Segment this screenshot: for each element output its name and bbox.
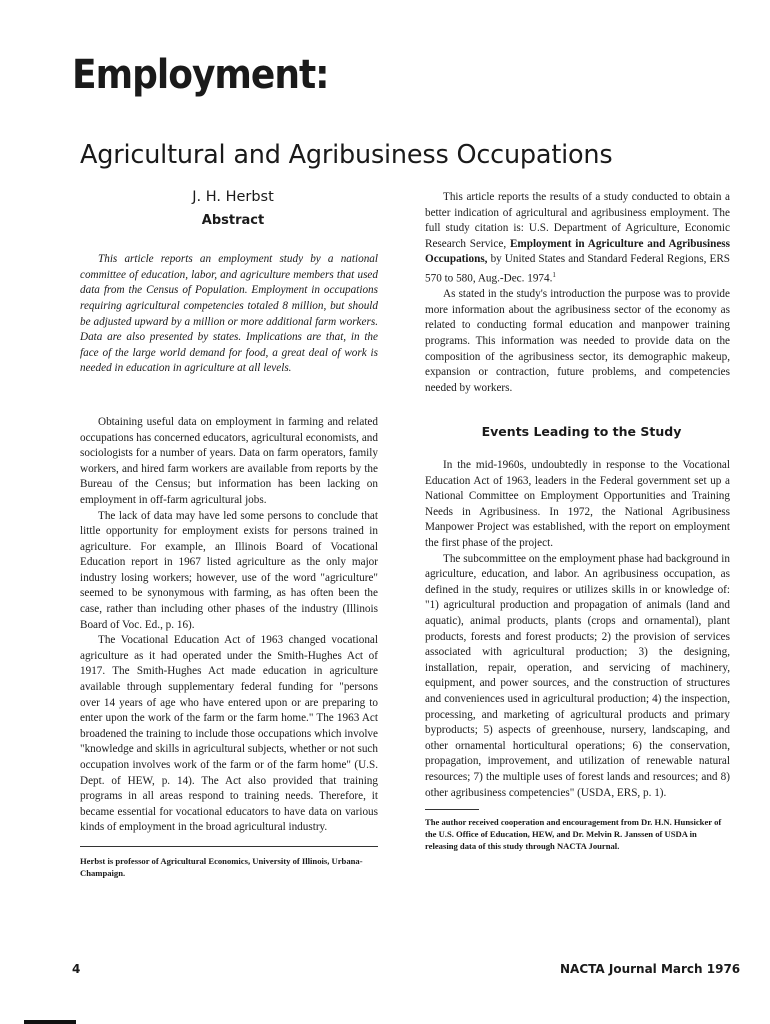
- bottom-edge-mark: [24, 1020, 76, 1024]
- study-title: Employment in Agriculture and Agribusiness Occupations,: [425, 237, 731, 266]
- page-number: 4: [72, 962, 81, 976]
- body-paragraph-history: In the mid-1960s, undoubtedly in response to the Vocational Education Act of 1963, leaders in the Federal government set up a National Committee on Employment Opportunities and Training Needs in Agribusiness. In 1972, the National Agribusiness Manpower Project was established, with the report on employment the first phase of the project.: [425, 459, 730, 550]
- author-footnote: Herbst is professor of Agricultural Economics, University of Illinois, Urbana-Champaign.: [80, 855, 363, 878]
- section-heading: Events Leading to the Study: [481, 424, 682, 440]
- author-name: J. H. Herbst: [192, 189, 274, 205]
- intro-paragraph: [425, 190, 730, 287]
- body-paragraph-3: The Vocational Education Act of 1963 changed vocational agriculture as it had operated under the Smith-Hughes Act of 1917. The Smith-Hughes Act made education in agriculture available through supplementary federal funding for "persons over 14 years of age who have entered upon or are preparing to enter upon the work of the farm or the farm home." The 1963 Act broadened the training to include those occupations which involve "knowledge and skills in agricultural subjects, whether or not such occupation involves work of the farm or of the farm home" (U.S. Dept. of HEW, p. 14). The Act also provided that training programs in all areas respond to training needs. Therefore, it became essential for vocational educators to have data on various kinds of employment in the broad agricultural industry.: [80, 634, 378, 834]
- footnote-divider-right: [425, 809, 479, 810]
- left-column: [80, 190, 378, 879]
- acknowledgement-footnote: The author received cooperation and encouragement from Dr. H.N. Hunsicker of the U.S. Office of Education, HEW, and Dr. Melvin R. Janssen of USDA in releasing data of this study through NACTA Journal.: [425, 817, 722, 852]
- right-column: [425, 190, 730, 852]
- article-title: Agricultural and Agribusiness Occupations: [80, 140, 613, 170]
- footnote-divider: [80, 846, 378, 847]
- journal-footer: NACTA Journal March 1976: [560, 962, 741, 976]
- abstract-text: This article reports an employment study by a national committee of education, labor, and agriculture members that used data from the Census of Population. Employment in occupations requiring agricultural competencies totaled 8 million, but should be adjusted upward by a million or more additional farm workers. Data are also presented by states. Implications are that, in the face of the large world demand for food, a great deal of work is needed in education in agriculture at all levels.: [80, 253, 378, 375]
- body-paragraph-purpose: As stated in the study's introduction the purpose was to provide more information about the agribusiness sector of the economy as related to conducting formal education and manpower training programs. This information was needed to provide data on the composition of the agribusiness sector, its demographic makeup, expansion or contraction, future problems, and competencies needed by workers.: [425, 288, 730, 394]
- body-paragraph-1: Obtaining useful data on employment in farming and related occupations has concerned educators, agricultural economists, and sociologists for a number of years. Data on farm operators, family workers, and hired farm workers are available from reports by the Bureau of the Census; but information has been lacking on employment in off-farm agricultural jobs.: [80, 415, 378, 506]
- abstract-title: Abstract: [201, 212, 265, 228]
- body-paragraph-definition: The subcommittee on the employment phase had background in agriculture, education, and labor. An agribusiness occupation, as defined in the study, requires or utilizes skills in or knowledge of: "1) agricultural production and propagation of animals (land and aquatic), animal products, plants (crops and ornamental), plant products, forests and forest products; 2) the provision of services associated with agricultural production; 3) the designing, installation, repair, operation, and servicing of machinery, equipment, and power sources, and the construction of structures and conveniences used in agricultural production; 4) the inspection, processing, and marketing of agricultural products and primary byproducts; 5) aspects of greenhouse, nursery, landscaping, and other ornamental horticultural operations; 6) the conservation, propagation, improvement, and utilization of renewable natural resources; 7) the multiple uses of forest lands and resources; and 8) other agribusiness competencies" (USDA, ERS, p. 1).: [425, 552, 730, 799]
- intro-text-start: This article reports the results of a study conducted to obtain a better indication of agricultural and agribusiness employment. The full study citation is: U.S. Department of Agriculture, Economic Research Service,: [425, 191, 730, 250]
- intro-text-end: by United States and Standard Federal Regions, ERS 570 to 580, Aug.-Dec. 1974.: [425, 253, 731, 285]
- footnote-marker: 1: [552, 270, 556, 279]
- body-paragraph-2: The lack of data may have led some persons to conclude that little opportunity for employment exists for persons trained in agriculture. For example, an Illinois Board of Vocational Education report in 1967 listed agriculture as the only major industry losing workers; however, use of the word "agriculture" seemed to be synonymous with farming, as has often been the case, rather than including other phases of the industry (Illinois Board of Voc. Ed., p. 16).: [80, 509, 378, 631]
- page-heading: Employment:: [72, 52, 329, 98]
